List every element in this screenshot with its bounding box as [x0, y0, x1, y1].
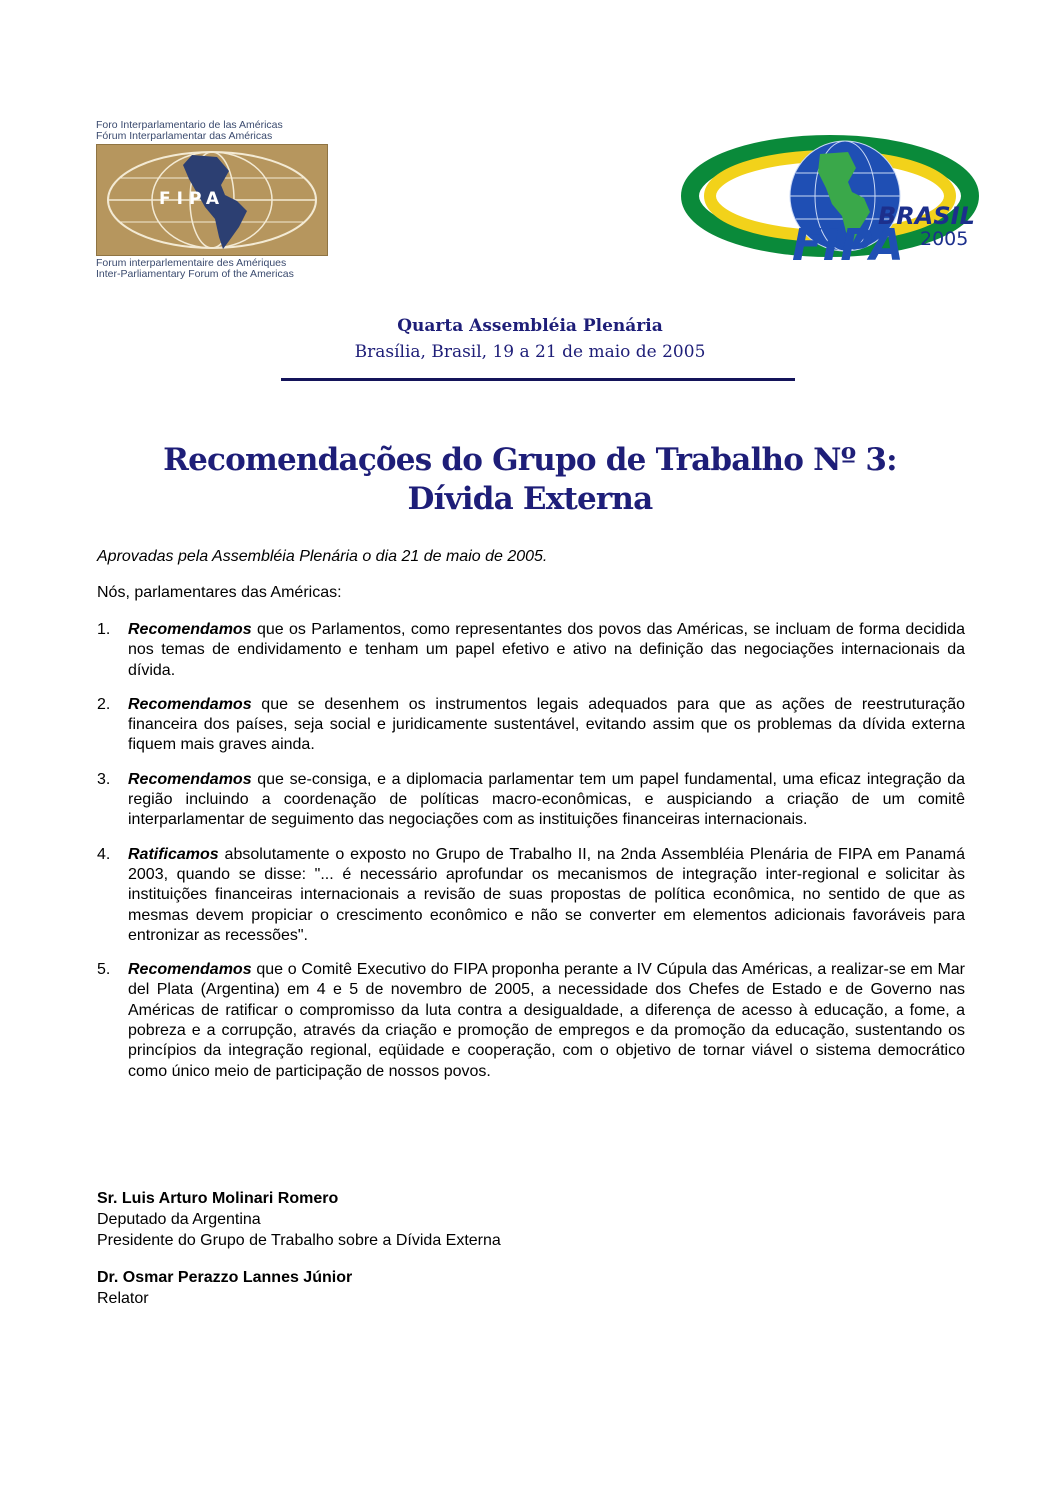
item-text: que o Comitê Executivo do FIPA proponha perante a IV Cúpula das Américas, a realizar-se em Mar del Plata (Argentina) em 4 e 5 de novembro de 2005, a necessidade dos Chefes de Estado e de Governo nas Américas de ratificar o compromisso da luta contra a desigualdade, a diferença de acesso à educação, a fome, a pobreza e a corrupção, através da criação e promoção de empregos e da promoção da educação, sustentando os princípios da integração regional, eqüidade e cooperação, com o objetivo de tornar viável o sistema democrático como único meio de participação de nossos povos.	[128, 961, 965, 1080]
logo-left-bottom	[96, 258, 294, 280]
item-text: que se desenhem os instrumentos legais adequados para que as ações de reestruturação financeira dos países, seja social e juridicamente sustentável, evitando assim que os problemas da dívida externa fiquem mais graves ainda.	[128, 695, 965, 754]
fipa-globe-emblem	[96, 144, 328, 256]
logo-left-top-line-2: Fórum Interparlamentar das Américas	[96, 130, 273, 142]
logo-year-text: 2005	[920, 228, 969, 250]
item-text: absolutamente o exposto no Grupo de Trabalho II, na 2nda Assembléia Plenária de FIPA em Panamá 2003, quando se disse: "... é necessário aprofundar os mecanismos de integração inter-regional e solicitar às instituições financeiras internacionais a revisão de suas propostas de política econômica, no sentido de que as mesmas devem propiciar o crescimento econômico e não se converter em elementos adicionais favoráveis para entronizar as recessões".	[128, 845, 965, 944]
item-keyword: Recomendamos	[128, 961, 252, 979]
brasil-logo-text: BRASIL	[878, 202, 975, 230]
document-title-line-1: Recomendações do Grupo de Trabalho Nº 3:	[163, 442, 897, 478]
signature-block-president	[97, 1188, 501, 1251]
header-divider	[281, 378, 795, 381]
item-keyword: Recomendamos	[128, 695, 252, 713]
signatory-name: Dr. Osmar Perazzo Lannes Júnior	[97, 1269, 353, 1286]
fipa-logo-text: FIPA	[159, 189, 225, 209]
logo-left-bottom-line-1: Forum interparlementaire des Amériques	[96, 257, 287, 269]
assembly-location-date: Brasília, Brasil, 19 a 21 de maio de 2005	[354, 342, 706, 362]
item-number: 2.	[97, 695, 111, 713]
intro-line: Nós, parlamentares das Américas:	[97, 584, 342, 601]
logo-left-bottom-line-2: Inter-Parliamentary Forum of the Americas	[96, 268, 294, 280]
recommendations-list	[97, 620, 965, 1096]
approval-note: Aprovadas pela Assembléia Plenária o dia 21 de maio de 2005.	[97, 548, 548, 565]
item-text: que os Parlamentos, como representantes dos povos das Américas, se incluam de forma decidida nos temas de endividamento e tenham um papel efetivo e ativo na definição das negociações internacionais da dívida.	[128, 621, 965, 679]
logo-left-top-line-1: Foro Interparlamentario de las Américas	[96, 119, 283, 131]
fipa-logo-left	[96, 120, 346, 280]
item-number: 3.	[97, 770, 111, 788]
recommendation-item	[97, 845, 965, 946]
recommendation-item	[97, 960, 965, 1082]
fipa-brasil-2005-logo	[680, 128, 980, 278]
document-title-line-2: Dívida Externa	[407, 481, 653, 517]
assembly-title: Quarta Assembléia Plenária	[397, 316, 663, 336]
recommendation-item	[97, 695, 965, 756]
signatory-role: Deputado da Argentina	[97, 1211, 261, 1228]
item-number: 5.	[97, 961, 111, 979]
item-keyword: Ratificamos	[128, 845, 219, 863]
item-number: 1.	[97, 621, 111, 638]
signatory-role: Presidente do Grupo de Trabalho sobre a Dívida Externa	[97, 1232, 501, 1249]
signatory-name: Sr. Luis Arturo Molinari Romero	[97, 1190, 339, 1207]
fipa-logo-big-text: FIPA	[792, 220, 905, 271]
recommendation-item	[97, 770, 965, 831]
signature-block-rapporteur	[97, 1267, 352, 1309]
item-text: que se-consiga, e a diplomacia parlamentar tem um papel fundamental, uma eficaz integração da região incluindo a coordenação de políticas macro-econômicas, e auspiciando a criação de um comitê interparlamentar de seguimento das negociações com as instituições financeiras internacionais.	[128, 770, 965, 829]
item-keyword: Recomendamos	[128, 770, 252, 788]
signatory-role: Relator	[97, 1290, 149, 1307]
item-keyword: Recomendamos	[128, 621, 252, 638]
item-number: 4.	[97, 845, 111, 863]
recommendation-item	[97, 620, 965, 681]
